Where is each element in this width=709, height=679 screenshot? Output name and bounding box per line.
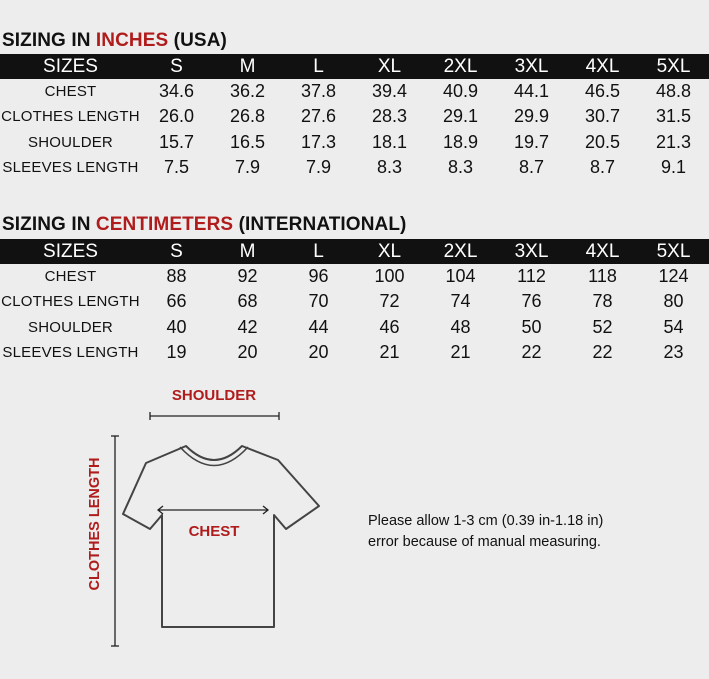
- measurement-cell: 21: [379, 342, 400, 363]
- measurement-cell: 15.7: [158, 131, 195, 152]
- measurement-cell: 88: [166, 266, 187, 287]
- measurement-cell: 96: [308, 266, 329, 287]
- inches-header-row: [0, 54, 709, 79]
- measurement-cell: 42: [237, 316, 258, 337]
- measurement-cell: 52: [592, 316, 613, 337]
- measurement-cell: 17.3: [300, 131, 337, 152]
- measurement-cell: 23: [663, 342, 684, 363]
- shoulder-label: SHOULDER: [171, 387, 257, 404]
- measurement-cell: 20.5: [584, 131, 621, 152]
- table-row: [0, 264, 709, 289]
- measurement-cell: 18.9: [442, 131, 479, 152]
- measurement-cell: 8.3: [447, 157, 474, 178]
- measurement-cell: 104: [445, 266, 476, 287]
- measurement-cell: 44: [308, 316, 329, 337]
- size-header-cell: 5XL: [638, 54, 709, 79]
- measurement-cell: 66: [166, 291, 187, 312]
- measurement-cell: 8.7: [518, 157, 545, 178]
- measurement-cell: 37.8: [300, 81, 337, 102]
- length-measure-line: [111, 436, 119, 646]
- size-header-cell: L: [283, 54, 354, 79]
- centimeters-size-table: [0, 239, 709, 365]
- row-label: SHOULDER: [28, 133, 113, 151]
- chest-label: CHEST: [188, 523, 240, 540]
- measurement-cell: 21.3: [655, 131, 692, 152]
- measurement-cell: 21: [450, 342, 471, 363]
- measurement-cell: 74: [450, 291, 471, 312]
- size-header-cell: 4XL: [567, 239, 638, 264]
- measurement-cell: 112: [517, 266, 546, 287]
- table-row: [0, 104, 709, 129]
- measurement-cell: 54: [663, 316, 684, 337]
- measurement-cell: 100: [374, 266, 405, 287]
- measurement-cell: 8.7: [589, 157, 616, 178]
- row-label: CHEST: [44, 268, 97, 286]
- row-label: CLOTHES LENGTH: [1, 293, 140, 311]
- measurement-cell: 80: [663, 291, 684, 312]
- measurement-cell: 78: [592, 291, 613, 312]
- measurement-cell: 72: [379, 291, 400, 312]
- chest-measure-line: [158, 506, 268, 514]
- measurement-cell: 118: [588, 266, 617, 287]
- measurement-cell: 19.7: [513, 131, 550, 152]
- table-row: [0, 289, 709, 314]
- row-label: SLEEVES LENGTH: [2, 159, 139, 177]
- measurement-cell: 18.1: [371, 131, 408, 152]
- measurement-cell: 8.3: [376, 157, 403, 178]
- measurement-cell: 22: [521, 342, 542, 363]
- measurement-cell: 26.0: [158, 106, 195, 127]
- sizes-header-cell: SIZES: [0, 239, 141, 264]
- centimeters-header-row: [0, 239, 709, 264]
- measurement-cell: 40.9: [442, 81, 479, 102]
- size-header-cell: 2XL: [425, 54, 496, 79]
- size-header-cell: S: [141, 54, 212, 79]
- measurement-cell: 20: [308, 342, 329, 363]
- size-header-cell: 3XL: [496, 239, 567, 264]
- measurement-cell: 70: [308, 291, 329, 312]
- size-header-cell: 5XL: [638, 239, 709, 264]
- size-header-cell: M: [212, 54, 283, 79]
- measurement-cell: 16.5: [229, 131, 266, 152]
- size-header-cell: 3XL: [496, 54, 567, 79]
- measurement-cell: 9.1: [660, 157, 687, 178]
- measurement-cell: 7.9: [234, 157, 261, 178]
- measurement-cell: 68: [237, 291, 258, 312]
- centimeters-section-title: [2, 214, 406, 236]
- size-header-cell: M: [212, 239, 283, 264]
- size-header-cell: L: [283, 239, 354, 264]
- measurement-cell: 7.9: [305, 157, 332, 178]
- measurement-cell: 46: [379, 316, 400, 337]
- size-header-cell: XL: [354, 54, 425, 79]
- measurement-note: [368, 511, 603, 553]
- measurement-note-line1: Please allow 1-3 cm (0.39 in-1.18 in): [368, 513, 604, 529]
- measurement-cell: 34.6: [158, 81, 195, 102]
- measurement-cell: 44.1: [513, 81, 550, 102]
- measurement-cell: 19: [166, 342, 187, 363]
- table-row: [0, 155, 709, 180]
- measurement-cell: 29.1: [442, 106, 479, 127]
- size-header-cell: 2XL: [425, 239, 496, 264]
- measurement-cell: 7.5: [163, 157, 190, 178]
- table-row: [0, 340, 709, 365]
- inches-title-prefix: SIZING IN: [2, 30, 96, 51]
- measurement-cell: 27.6: [300, 106, 337, 127]
- measurement-cell: 28.3: [371, 106, 408, 127]
- measurement-cell: 48.8: [655, 81, 692, 102]
- size-header-cell: XL: [354, 239, 425, 264]
- size-header-cell: S: [141, 239, 212, 264]
- measurement-note-line2: error because of manual measuring.: [368, 534, 601, 550]
- table-row: [0, 79, 709, 104]
- measurement-cell: 36.2: [229, 81, 266, 102]
- row-label: CLOTHES LENGTH: [1, 108, 140, 126]
- size-header-cell: 4XL: [567, 54, 638, 79]
- measurement-cell: 31.5: [655, 106, 692, 127]
- measurement-cell: 40: [166, 316, 187, 337]
- measurement-cell: 26.8: [229, 106, 266, 127]
- centimeters-title-suffix: (INTERNATIONAL): [233, 214, 407, 235]
- table-row: [0, 315, 709, 340]
- row-label: SLEEVES LENGTH: [2, 344, 139, 362]
- measurement-cell: 29.9: [513, 106, 550, 127]
- measurement-cell: 124: [658, 266, 689, 287]
- inches-title-accent: INCHES: [95, 30, 169, 51]
- measurement-cell: 48: [450, 316, 471, 337]
- centimeters-title-accent: CENTIMETERS: [95, 214, 234, 235]
- clothes-length-label: CLOTHES LENGTH: [87, 457, 103, 591]
- inches-section-title: [2, 30, 227, 52]
- measurement-cell: 22: [592, 342, 613, 363]
- centimeters-title-prefix: SIZING IN: [2, 214, 96, 235]
- inches-size-table: [0, 54, 709, 180]
- table-row: [0, 130, 709, 155]
- measurement-cell: 46.5: [584, 81, 621, 102]
- measurement-cell: 76: [521, 291, 542, 312]
- sizes-header-cell: SIZES: [0, 54, 141, 79]
- row-label: CHEST: [44, 83, 97, 101]
- measurement-cell: 50: [521, 316, 542, 337]
- shoulder-measure-line: [150, 412, 279, 420]
- measurement-cell: 39.4: [371, 81, 408, 102]
- measurement-cell: 20: [237, 342, 258, 363]
- inches-title-suffix: (USA): [168, 30, 227, 51]
- measurement-cell: 92: [237, 266, 258, 287]
- measurement-cell: 30.7: [584, 106, 621, 127]
- row-label: SHOULDER: [28, 318, 113, 336]
